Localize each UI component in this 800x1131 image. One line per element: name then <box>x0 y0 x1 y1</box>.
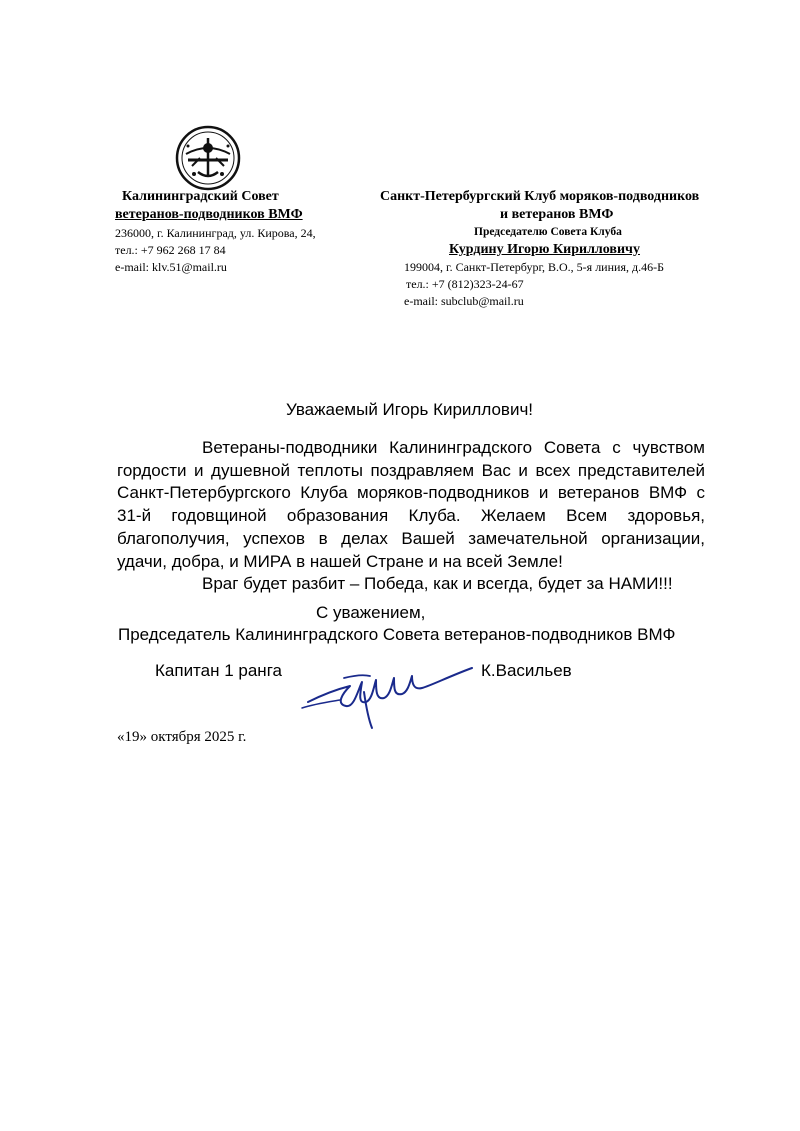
recipient-name: Курдину Игорю Кирилловичу <box>449 242 640 257</box>
recipient-org-name-line1: Санкт-Петербургский Клуб моряков-подводников <box>380 189 700 204</box>
letter-date: «19» октября 2025 г. <box>117 729 247 745</box>
sender-org-name-line1: Калининградский Совет <box>122 189 279 204</box>
letter-greeting: Уважаемый Игорь Кириллович! <box>286 400 534 419</box>
recipient-org-name-line2: и ветеранов ВМФ <box>500 207 614 222</box>
handwritten-signature <box>300 652 480 734</box>
sender-email: e-mail: klv.51@mail.ru <box>115 260 227 274</box>
signer-name: К.Васильев <box>481 661 572 680</box>
veterans-emblem-icon <box>174 124 242 192</box>
sender-address: 236000, г. Калининград, ул. Кирова, 24, <box>115 226 316 240</box>
letter-body <box>117 437 705 596</box>
letter-paragraph-main: Ветераны-подводники Калининградского Совета с чувством гордости и душевной теплоты поздравляем Вас и всех представителей Санкт-Петербургского Клуба моряков-подводников и ветеранов ВМФ с 31-й годовщиной образования Клуба. Желаем Всем здоровья, благополучия, успехов в делах Вашей замечательной организации, удачи, добра, и МИРА в нашей Стране и на всей Земле! <box>117 438 705 571</box>
sender-phone: тел.: +7 962 268 17 84 <box>115 243 226 257</box>
recipient-address: 199004, г. Санкт-Петербург, В.О., 5-я линия, д.46-Б <box>404 260 664 274</box>
letter-paragraph-slogan: Враг будет разбит – Победа, как и всегда, будет за НАМИ!!! <box>202 574 673 594</box>
recipient-phone: тел.: +7 (812)323-24-67 <box>406 277 524 291</box>
recipient-position: Председателю Совета Клуба <box>474 226 622 238</box>
recipient-email: e-mail: subclub@mail.ru <box>404 294 524 308</box>
signer-position: Председатель Калининградского Совета ветеранов-подводников ВМФ <box>118 625 676 644</box>
sender-org-name-line2: ветеранов-подводников ВМФ <box>115 207 303 222</box>
signer-rank: Капитан 1 ранга <box>155 661 282 680</box>
letter-closing: С уважением, <box>316 603 426 622</box>
